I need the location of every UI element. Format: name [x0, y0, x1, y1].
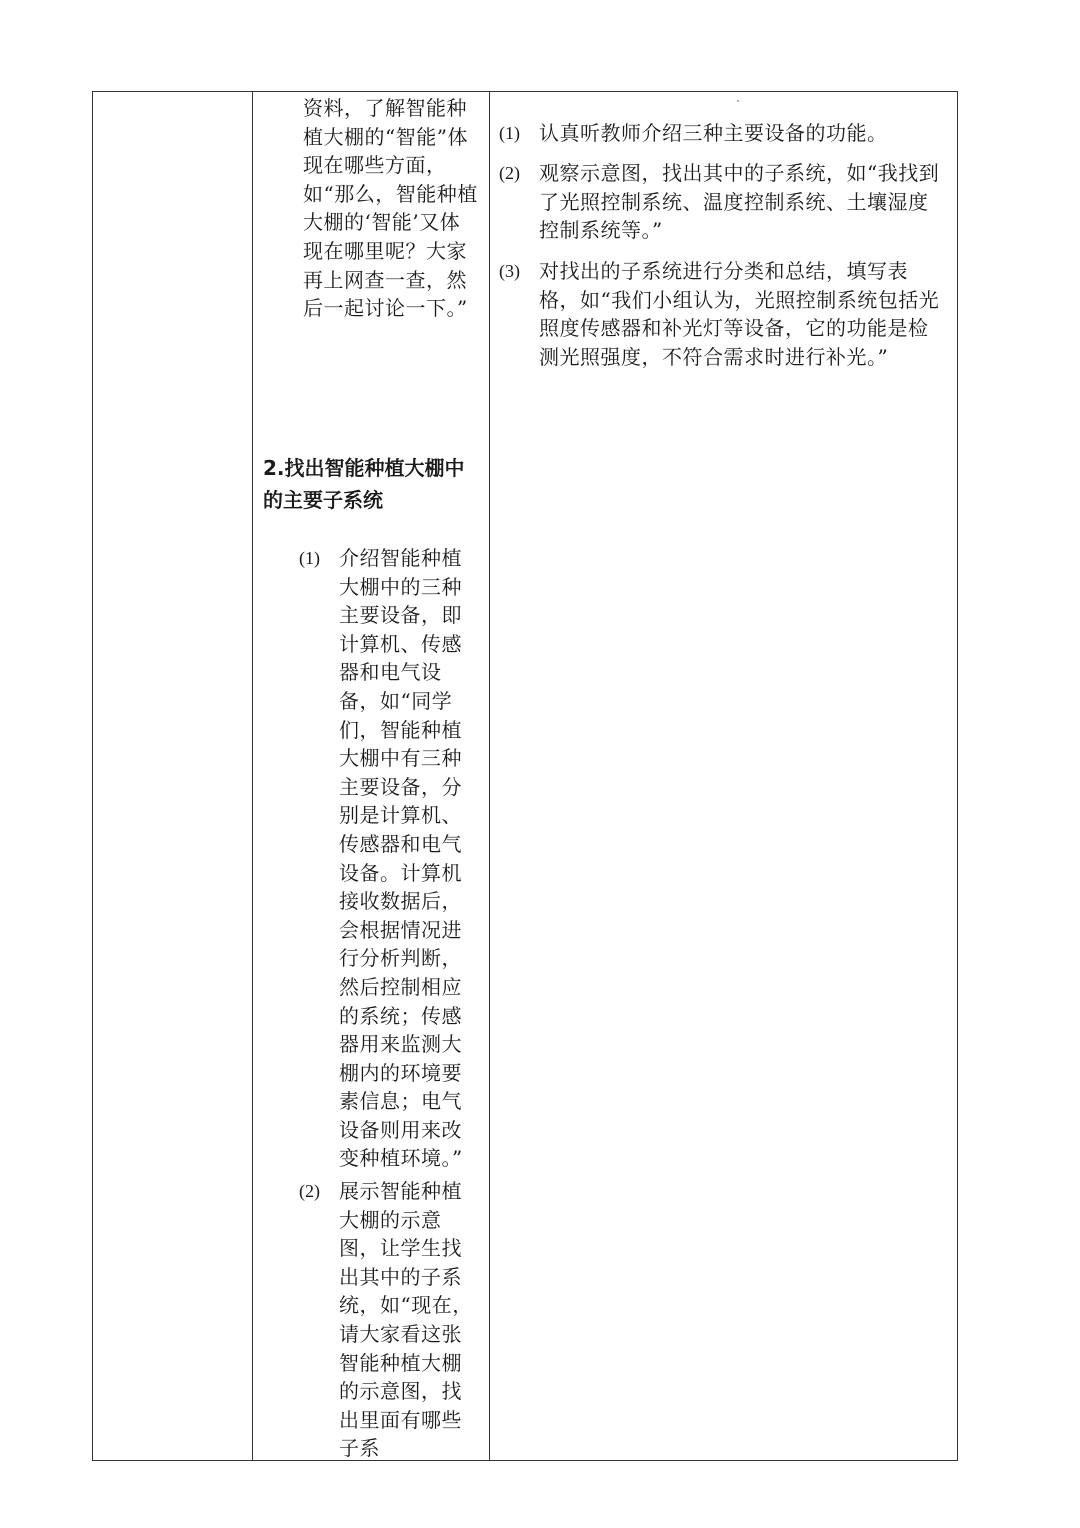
- list-item-text: 认真听教师介绍三种主要设备的功能。: [539, 121, 888, 145]
- list-item-text: 介绍智能种植大棚中的三种主要设备，即计算机、传感器和电气设备，如“同学们，智能种植大棚中有三种主要设备，分别是计算机、传感器和电气设备。计算机接收数据后，会根据情况进行分析判断，然后控制相应的系统；传感器用来监测大棚内的环境要素信息；电气设备则用来改变种植环境。”: [339, 546, 463, 1171]
- list-item-text: 对找出的子系统进行分类和总结，填写表格，如“我们小组认为，光照控制系统包括光照度传感器和补光灯等设备，它的功能是检测光照强度，不符合需求时进行补光。”: [539, 259, 940, 369]
- list-item-number: (1): [299, 548, 320, 568]
- list-item-number: (3): [499, 261, 520, 281]
- student-activity-column: [491, 92, 957, 1460]
- list-item-text: 观察示意图，找出其中的子系统，如“我找到了光照控制系统、温度控制系统、土壤湿度控制系统等。”: [539, 161, 940, 243]
- section-heading: 2.找出智能种植大棚中的主要子系统: [263, 456, 465, 512]
- list-item-number: (2): [499, 163, 520, 183]
- list-item-text: 展示智能种植大棚的示意图，让学生找出其中的子系统，如“现在，请大家看这张智能种植大棚的示意图，找出里面有哪些子系: [339, 1179, 473, 1461]
- list-item-number: (2): [299, 1181, 320, 1201]
- column-divider-2: [489, 92, 490, 1460]
- lesson-plan-table: [92, 91, 958, 1461]
- teacher-activity-column: [253, 92, 489, 1460]
- list-item-number: (1): [499, 123, 520, 143]
- teacher-intro-text: 资料，了解智能种植大棚的“智能”体现在哪些方面，如“那么，智能种植大棚的‘智能’又体现在哪里呢？大家再上网查一查，然后一起讨论一下。”: [303, 96, 478, 321]
- stray-dot: [737, 100, 739, 102]
